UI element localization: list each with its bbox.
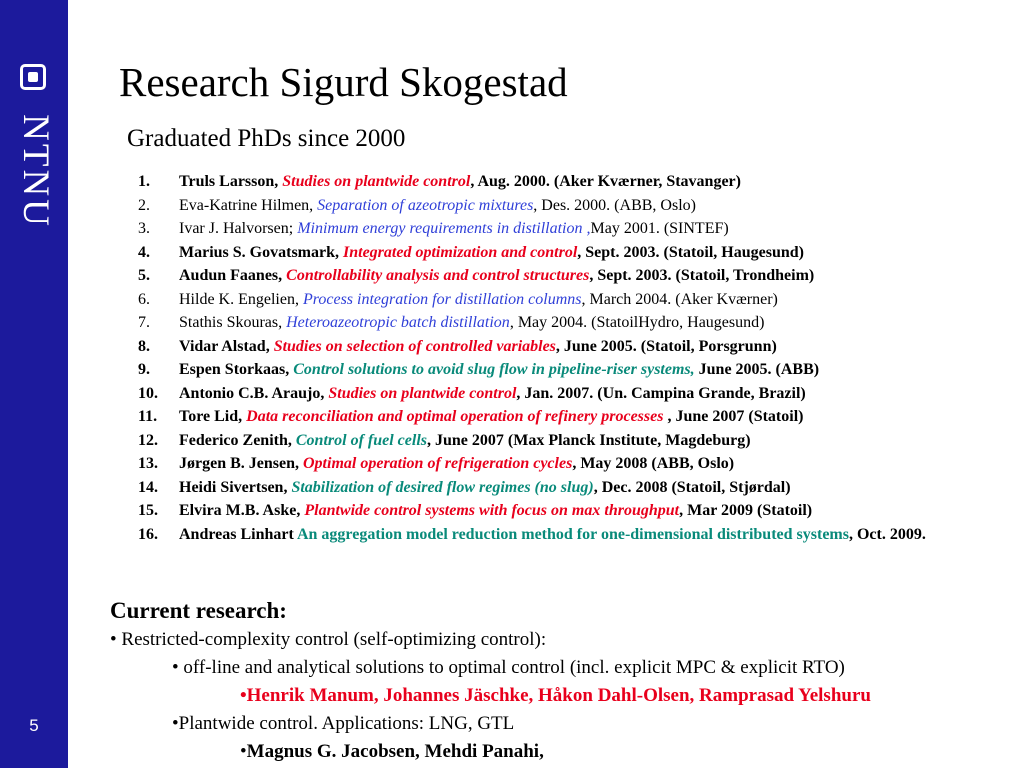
list-item: 16. Andreas Linhart An aggregation model reduction method for one-dimensional distributed systems, Oct. 2009. — [138, 525, 926, 543]
page-title: Research Sigurd Skogestad — [119, 59, 568, 105]
list-item: 3. Ivar J. Halvorsen; Minimum energy requirements in distillation ,May 2001. (SINTEF) — [138, 220, 729, 237]
list-item: 1. Truls Larsson, Studies on plantwide control, Aug. 2000. (Aker Kværner, Stavanger) — [138, 173, 741, 190]
research-item: • Restricted-complexity control (self-optimizing control): — [110, 629, 547, 650]
sidebar — [0, 0, 68, 768]
current-research-heading: Current research: — [110, 598, 287, 623]
research-subitem: • off-line and analytical solutions to optimal control (incl. explicit MPC & explicit RTO) — [172, 657, 845, 678]
list-item: 9. Espen Storkaas, Control solutions to avoid slug flow in pipeline-riser systems, June 2005. (ABB) — [138, 361, 820, 378]
research-people: •Magnus G. Jacobsen, Mehdi Panahi, — [240, 741, 544, 762]
subtitle: Graduated PhDs since 2000 — [127, 125, 406, 152]
list-item: 5. Audun Faanes, Controllability analysis and control structures, Sept. 2003. (Statoil, Trondheim) — [138, 267, 815, 284]
list-item: 8. Vidar Alstad, Studies on selection of controlled variables, June 2005. (Statoil, Porsgrunn) — [138, 337, 777, 355]
list-item: 6. Hilde K. Engelien, Process integration for distillation columns, March 2004. (Aker Kværner) — [138, 290, 778, 308]
page-number: 5 — [29, 716, 39, 735]
phd-list — [129, 170, 1009, 546]
list-item: 7. Stathis Skouras, Heteroazeotropic batch distillation, May 2004. (StatoilHydro, Haugesund) — [138, 314, 765, 331]
list-item: 14. Heidi Sivertsen, Stabilization of desired flow regimes (no slug), Dec. 2008 (Statoil, Stjørdal) — [138, 478, 791, 496]
logo-text: NTNU — [14, 113, 56, 229]
research-item: •Plantwide control. Applications: LNG, GTL — [172, 713, 515, 734]
list-item: 15. Elvira M.B. Aske, Plantwide control systems with focus on max throughput, Mar 2009 (Statoil) — [138, 502, 813, 519]
list-item: 4. Marius S. Govatsmark, Integrated optimization and control, Sept. 2003. (Statoil, Haugesund) — [138, 243, 804, 261]
research-people: •Henrik Manum, Johannes Jäschke, Håkon Dahl-Olsen, Ramprasad Yelshuru — [240, 685, 871, 706]
list-item: 13. Jørgen B. Jensen, Optimal operation of refrigeration cycles, May 2008 (ABB, Oslo) — [138, 455, 735, 472]
list-item: 2. Eva-Katrine Hilmen, Separation of azeotropic mixtures, Des. 2000. (ABB, Oslo) — [138, 196, 696, 214]
list-item: 10. Antonio C.B. Araujo, Studies on plantwide control, Jan. 2007. (Un. Campina Grande, Brazil) — [138, 384, 806, 402]
list-item: 11. Tore Lid, Data reconciliation and optimal operation of refinery processes , June 2007 (Statoil) — [138, 408, 804, 425]
ntnu-logo-icon — [20, 64, 46, 90]
list-item: 12. Federico Zenith, Control of fuel cells, June 2007 (Max Planck Institute, Magdeburg) — [138, 431, 751, 449]
current-research — [110, 596, 1015, 766]
